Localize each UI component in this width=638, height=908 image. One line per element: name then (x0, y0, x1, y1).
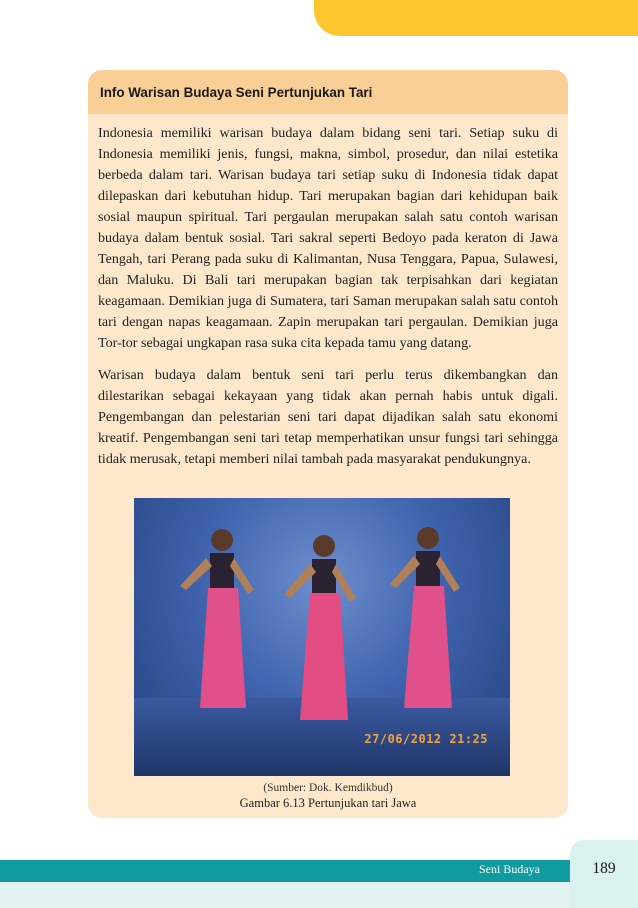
paragraph-1: Indonesia memiliki warisan budaya dalam bidang seni tari. Setiap suku di Indonesia memiliki jenis, fungsi, makna, simbol, prosedur, dan nilai estetika berbeda dalam tari. Warisan budaya tari setiap suku di Indonesia tidak dapat dilepaskan dari kebutuhan hidup. Tari merupakan bagian dari kehidupan baik sosial maupun spiritual. Tari pergaulan merupakan salah satu contoh warisan budaya dalam bentuk sosial. Tari sakral seperti Bedoyo pada keraton di Jawa Tengah, tari Perang pada suku di Kalimantan, Nusa Tenggara, Papua, Sulawesi, dan Maluku. Di Bali tari merupakan bagian tak terpisahkan dari kegiatan keagamaan. Demikian juga di Sumatera, tari Saman merupakan salah satu contoh tari dengan napas keagamaan. Zapin merupakan tari pergaulan. Demikian juga Tor-tor sebagai ungkapan rasa suka cita kepada tamu yang datang. (98, 125, 558, 351)
info-box (88, 70, 568, 818)
photo-timestamp: 27/06/2012 21:25 (364, 732, 488, 746)
top-accent-tab (314, 0, 638, 36)
dancer-left (180, 529, 254, 708)
dance-photo (134, 498, 510, 776)
paragraph-2: Warisan budaya dalam bentuk seni tari perlu terus dikembangkan dan dilestarikan sebagai kekayaan yang tidak akan pernah habis untuk digali. Pengembangan dan pelestarian seni tari dapat dijadikan salah satu ekonomi kreatif. Pengembangan seni tari tetap memperhatikan unsur fungsi tari sehingga tidak merusak, tetapi memberi nilai tambah pada masyarakat pendukungnya. (98, 367, 558, 467)
footer-subject: Seni Budaya (479, 862, 540, 876)
footer-bar (0, 860, 570, 882)
page-number: 189 (592, 860, 616, 877)
figure-caption: Gambar 6.13 Pertunjukan tari Jawa (239, 796, 417, 810)
dancer-middle (284, 535, 356, 720)
info-box-body (88, 114, 568, 470)
page-number-tab (570, 840, 638, 908)
figure-source: (Sumber: Dok. Kemdikbud) (263, 782, 393, 794)
dancer-right (390, 527, 460, 708)
info-box-title: Info Warisan Budaya Seni Pertunjukan Tari (88, 70, 568, 114)
footer-pattern (0, 882, 638, 908)
